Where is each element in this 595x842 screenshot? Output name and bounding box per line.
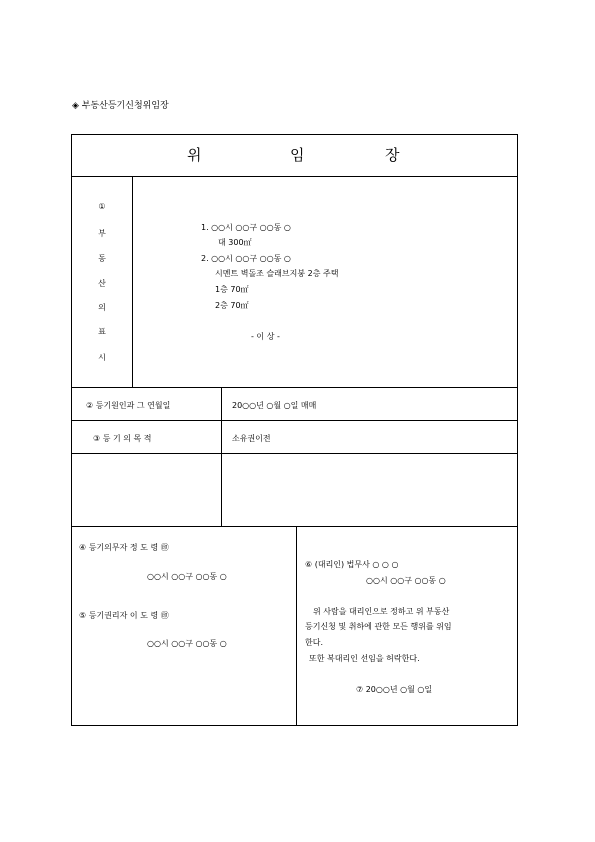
divider-purpose xyxy=(71,453,518,454)
property-line-6: 2층 70㎡ xyxy=(215,301,249,310)
document-type-note: ◈ 부동산등기신청위임장 xyxy=(72,101,169,111)
delegation-text-3: 한다. xyxy=(305,638,323,647)
title-char-3: 장 xyxy=(385,146,400,164)
divider-title xyxy=(71,176,518,177)
property-label-char: 부 xyxy=(98,229,106,238)
divider-property xyxy=(71,387,518,388)
cause-value: 20○○년 ○월 ○일 매매 xyxy=(232,401,317,410)
signing-date: ⑦ 20○○년 ○월 ○일 xyxy=(356,685,433,694)
obligor-label: ④ 등기의무자 정 도 령 ㊞ xyxy=(79,543,169,552)
obligor-address: ○○시 ○○구 ○○동 ○ xyxy=(147,572,227,581)
property-line-4: 시멘트 벽돌조 슬래브지붕 2층 주택 xyxy=(215,269,339,278)
delegation-text-1: 위 사람을 대리인으로 정하고 위 부동산 xyxy=(313,607,450,616)
divider-label-column xyxy=(221,387,222,526)
property-label-char: 동 xyxy=(98,254,106,263)
agent-label: ⑥ (대리인) 법무사 ○ ○ ○ xyxy=(305,560,399,569)
property-line-5: 1층 70㎡ xyxy=(215,285,249,294)
property-label-char: 산 xyxy=(98,279,106,288)
delegation-text-2: 등기신청 및 취하에 관한 모든 행위를 위임 xyxy=(305,622,452,631)
right-holder-address: ○○시 ○○구 ○○동 ○ xyxy=(147,639,227,648)
purpose-label: ③ 등 기 의 목 적 xyxy=(93,434,152,443)
divider-blank-row xyxy=(71,526,518,527)
property-label-char: 의 xyxy=(98,303,106,312)
property-line-2: 대 300㎡ xyxy=(218,238,252,247)
property-line-3: 2. ○○시 ○○구 ○○동 ○ xyxy=(201,254,291,263)
property-label-char: 표 xyxy=(98,327,106,336)
divider-cause xyxy=(71,420,518,421)
cause-label: ② 등기원인과 그 연월일 xyxy=(86,401,171,410)
property-label-char: ① xyxy=(98,202,106,211)
property-line-1: 1. ○○시 ○○구 ○○동 ○ xyxy=(201,223,291,232)
divider-bottom-columns xyxy=(296,526,297,726)
property-end-mark: - 이 상 - xyxy=(251,332,280,341)
delegation-text-4: 또한 복대리인 선임을 허락한다. xyxy=(309,654,420,663)
title-char-1: 위 xyxy=(187,146,202,164)
agent-address: ○○시 ○○구 ○○동 ○ xyxy=(366,576,446,585)
property-label-char: 시 xyxy=(98,353,106,362)
right-holder-label: ⑤ 등기권리자 이 도 령 ㊞ xyxy=(79,611,169,620)
title-char-2: 임 xyxy=(290,146,305,164)
divider-property-label xyxy=(132,176,133,387)
purpose-value: 소유권이전 xyxy=(232,434,271,443)
power-of-attorney-form xyxy=(71,134,518,726)
